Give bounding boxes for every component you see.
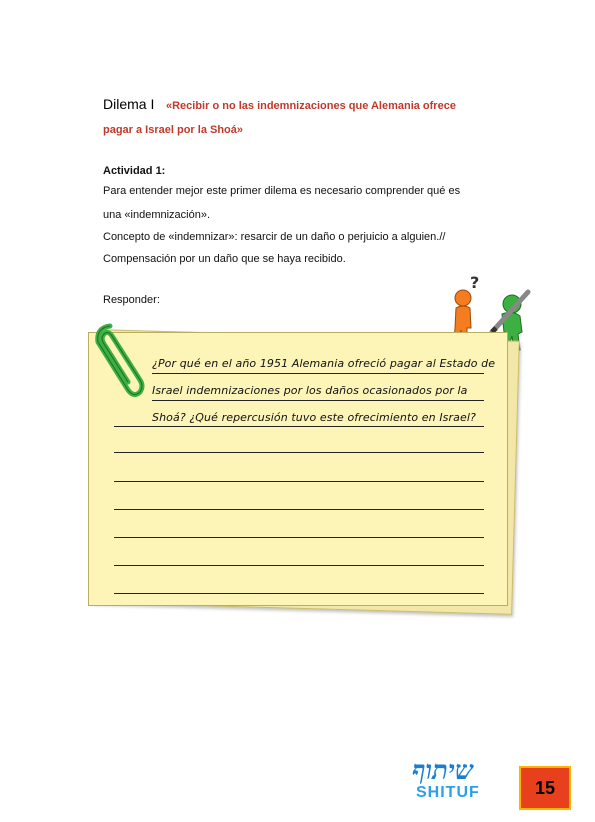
dilemma-subtitle-line1: «Recibir o no las indemnizaciones que Alemania ofrece bbox=[165, 100, 456, 112]
answer-line[interactable] bbox=[114, 509, 484, 510]
activity-line: una «indemnización». bbox=[103, 209, 211, 221]
answer-line[interactable] bbox=[114, 537, 484, 538]
answer-rule bbox=[152, 400, 484, 401]
dilemma-number: Dilema I bbox=[103, 96, 155, 112]
answer-line[interactable] bbox=[114, 452, 484, 453]
question-line3: Shoá? ¿Qué repercusión tuvo este ofrecimiento en Israel? bbox=[152, 411, 476, 424]
page-number: 15 bbox=[534, 777, 556, 798]
question-line1: ¿Por qué en el año 1951 Alemania ofreció pagar al Estado de bbox=[152, 357, 496, 370]
answer-line[interactable] bbox=[114, 481, 484, 482]
activity-line: Concepto de «indemnizar»: resarcir de un daño o perjuicio a alguien.// bbox=[103, 231, 446, 243]
activity-label: Actividad 1: bbox=[103, 165, 166, 177]
question-line2: Israel indemnizaciones por los daños ocasionados por la bbox=[152, 384, 468, 397]
shituf-logo-latin: SHITUF bbox=[416, 784, 480, 801]
responder-label: Responder: bbox=[103, 294, 160, 306]
answer-rule bbox=[114, 426, 484, 427]
page-number-badge bbox=[519, 766, 571, 810]
answer-rule bbox=[152, 373, 484, 374]
activity-line: Para entender mejor este primer dilema es necesario comprender qué es bbox=[103, 185, 461, 197]
answer-line[interactable] bbox=[114, 565, 484, 566]
paperclip-icon bbox=[88, 320, 148, 398]
dilemma-title bbox=[103, 96, 456, 112]
activity-line: Compensación por un daño que se haya recibido. bbox=[103, 253, 346, 265]
answer-line[interactable] bbox=[114, 593, 484, 594]
shituf-logo-hebrew: שיתוף bbox=[412, 756, 474, 786]
question-mark-icon: ? bbox=[470, 273, 480, 292]
dilemma-subtitle-line2: pagar a Israel por la Shoá» bbox=[103, 124, 244, 136]
